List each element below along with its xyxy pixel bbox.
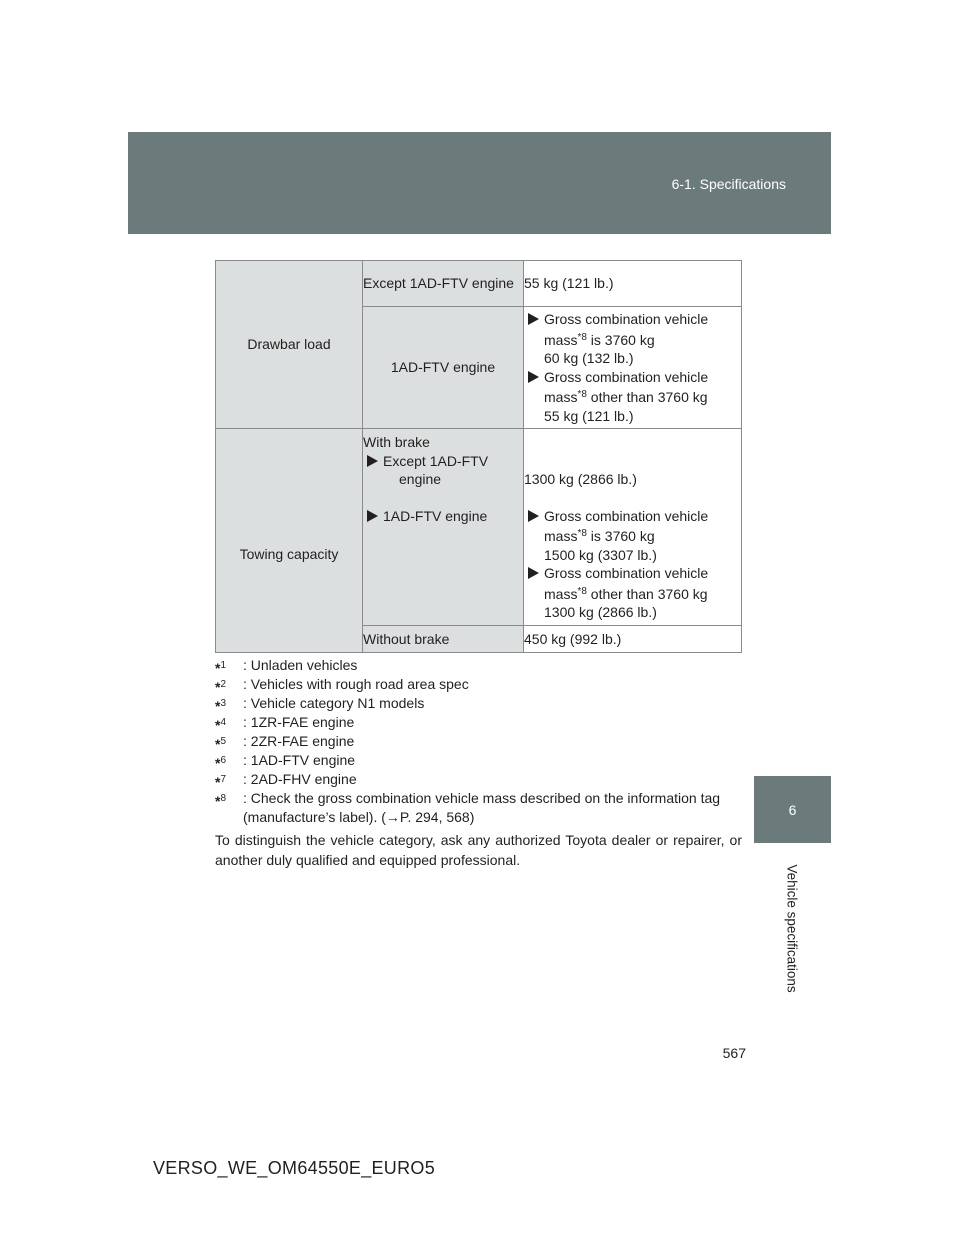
header-band — [128, 132, 831, 234]
document-code: VERSO_WE_OM64550E_EURO5 — [153, 1158, 436, 1178]
section-title: 6-1. Specifications — [671, 176, 786, 192]
list-item: Gross combination vehicle mass$^{*8}$ other than 3760 kg 1300 kg (2866 lb.) — [524, 564, 741, 622]
list-item: Gross combination vehicle mass$^{*8}$ is 3760 kg 60 kg (132 lb.) — [524, 310, 741, 368]
drawbar-1adftv-values — [524, 307, 742, 429]
chapter-tab — [754, 776, 831, 843]
chapter-label — [785, 863, 799, 993]
drawbar-load-label: Drawbar load — [216, 261, 363, 429]
footnotes — [215, 656, 742, 827]
footnote: *$^1$ : Unladen vehicles — [215, 657, 358, 676]
towing-without-brake-sub: Without brake — [363, 626, 524, 653]
chapter-number: 6 — [788, 801, 797, 818]
chapter-label-text: Vehicle specifications — [784, 863, 800, 993]
towing-capacity-label: Towing capacity — [216, 429, 363, 653]
towing-with-brake-values — [524, 429, 742, 626]
footnote: *$^5$ : 2ZR-FAE engine — [215, 733, 355, 752]
footnote: *$^4$ : 1ZR-FAE engine — [215, 714, 355, 733]
list-item: Gross combination vehicle mass$^{*8}$ is 3760 kg 1500 kg (3307 lb.) — [524, 507, 741, 565]
list-item: 1AD-FTV engine — [363, 507, 523, 526]
towing-with-brake-sub: With brake Except 1AD-FTV engine 1AD-FTV engine — [363, 429, 524, 626]
towing-except-value: 1300 kg (2866 lb.) — [524, 471, 637, 487]
list-item: Except 1AD-FTV engine — [363, 452, 523, 489]
list-item: Gross combination vehicle mass$^{*8}$ other than 3760 kg 55 kg (121 lb.) — [524, 368, 741, 426]
footnote: *$^2$ : Vehicles with rough road area spec — [215, 676, 469, 695]
page-number: 567 — [722, 1045, 746, 1061]
footnote: *$^8$ : Check the gross combination vehicle mass described on the information tag (manufacture’s label). (→P. 294, 568) — [215, 790, 721, 825]
footnote: *$^7$ : 2AD-FHV engine — [215, 771, 357, 790]
towing-without-brake-value: 450 kg (992 lb.) — [524, 626, 742, 653]
spec-table — [215, 260, 742, 653]
table-row — [216, 261, 742, 307]
table-row — [216, 429, 742, 626]
drawbar-except-sub: Except 1AD-FTV engine — [363, 261, 524, 307]
drawbar-1adftv-sub: 1AD-FTV engine — [363, 307, 524, 429]
footnote: *$^3$ : Vehicle category N1 models — [215, 695, 425, 714]
drawbar-except-value: 55 kg (121 lb.) — [524, 261, 742, 307]
body-paragraph: To distinguish the vehicle category, ask any authorized Toyota dealer or repairer, or another duly qualified and equipped professional. — [215, 832, 742, 868]
footnote: *$^6$ : 1AD-FTV engine — [215, 752, 356, 771]
